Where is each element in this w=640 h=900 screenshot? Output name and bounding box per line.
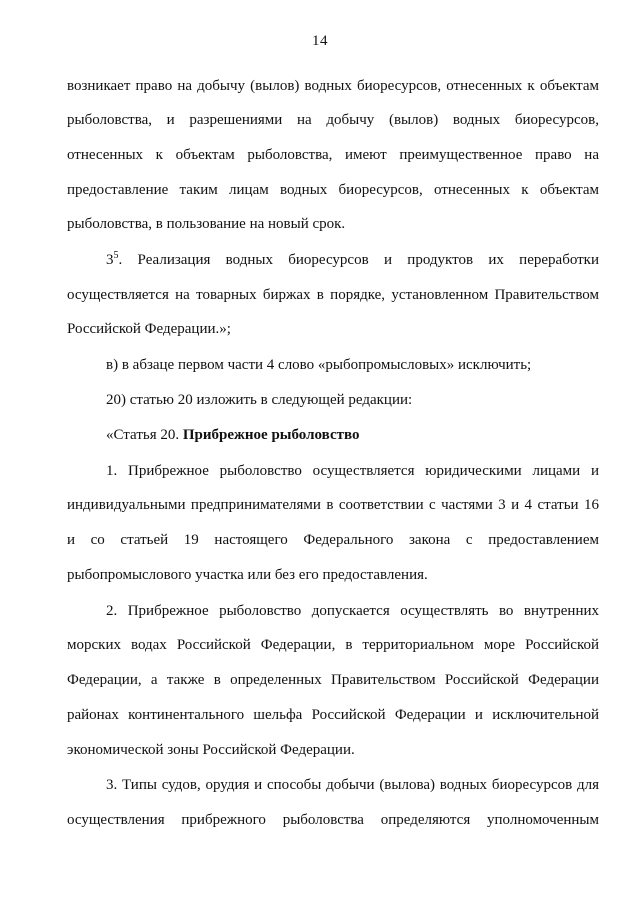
text-line: в) в абзаце первом части 4 слово «рыбопромысловых» исключить; [106, 357, 532, 373]
page-number: 14 [312, 33, 328, 49]
text-line: районах континентального шельфа Российской Федерации и исключительной [67, 707, 599, 723]
text-line: отнесенных к объектам рыболовства, имеют преимущественное право на [67, 147, 599, 163]
text-line: 2. Прибрежное рыболовство допускается осуществлять во внутренних [106, 603, 599, 619]
clause-superscript: 5 [113, 250, 119, 261]
text-line: рыбопромыслового участка или без его предоставления. [67, 567, 428, 583]
paragraph-3-5-first-line [106, 250, 599, 270]
text-line: рыболовства, и разрешениями на добычу (вылов) водных биоресурсов, [67, 112, 599, 128]
article-title: Прибрежное рыболовство [182, 427, 360, 443]
text-line: осуществляется на товарных биржах в порядке, установленном Правительством [67, 287, 599, 303]
text-line: рыболовства, в пользование на новый срок. [67, 216, 346, 232]
text-line: возникает право на добычу (вылов) водных биоресурсов, отнесенных к объектам [67, 78, 599, 94]
article-label: «Статья 20. [106, 427, 183, 443]
text-line: экономической зоны Российской Федерации. [67, 742, 355, 758]
text-line: Российской Федерации.»; [67, 321, 231, 337]
text-line: 1. Прибрежное рыболовство осуществляется юридическими лицами и [106, 463, 599, 479]
text-line: морских водах Российской Федерации, в территориальном море Российской [67, 637, 599, 653]
text-line: Федерации, а также в определенных Правительством Российской Федерации [67, 672, 599, 688]
text-line: осуществления прибрежного рыболовства определяются уполномоченным [67, 812, 599, 828]
text-line: и со статьей 19 настоящего Федерального закона с предоставлением [67, 532, 599, 548]
text-line: индивидуальными предпринимателями в соответствии с частями 3 и 4 статьи 16 [67, 497, 599, 513]
text-line: предоставление таким лицам водных биоресурсов, отнесенных к объектам [67, 182, 599, 198]
text-line: 20) статью 20 изложить в следующей редакции: [106, 392, 413, 408]
text-span: . Реализация водных биоресурсов и продуктов их переработки [118, 252, 599, 268]
clause-number: 3 [106, 252, 114, 268]
article-heading [106, 425, 599, 445]
text-line: 3. Типы судов, орудия и способы добычи (вылова) водных биоресурсов для [106, 777, 599, 793]
